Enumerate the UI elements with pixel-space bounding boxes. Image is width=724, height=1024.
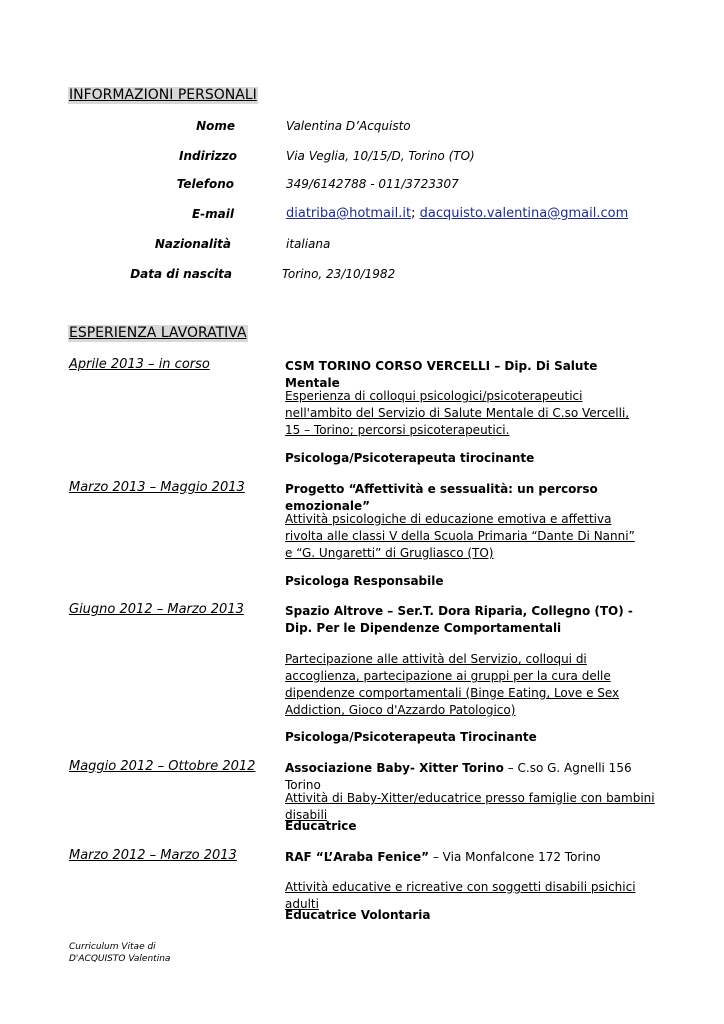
entry-role: Educatrice (285, 819, 357, 833)
entry-role: Psicologa/Psicoterapeuta tirocinante (285, 451, 535, 465)
entry-description: Attività psicologiche di educazione emotiva e affettiva rivolta alle classi V della Scuola Primaria “Dante Di Nanni” e “G. Ungaretti” di Grugliasco (TO) (285, 512, 635, 560)
field-label-birth: Data di nascita (130, 267, 232, 281)
field-label-nationality: Nazionalità (154, 237, 231, 251)
entry-org-name: Spazio Altrove – Ser.T. Dora Riparia, Collegno (TO) - Dip. Per le Dipendenze Comportamentali (285, 604, 633, 635)
entry-org (285, 760, 655, 794)
entry-date: Marzo 2013 – Maggio 2013 (69, 480, 245, 495)
entry-date: Marzo 2012 – Marzo 2013 (69, 848, 237, 863)
email-separator: ; (411, 206, 416, 221)
email-link-primary[interactable]: diatriba@hotmail.it (286, 206, 412, 221)
field-value-nationality: italiana (286, 237, 331, 251)
field-label-phone: Telefono (176, 177, 234, 191)
entry-org-name: Associazione Baby- Xitter Torino (285, 761, 504, 775)
personal-section-title: INFORMAZIONI PERSONALI (69, 87, 257, 103)
entry-role: Psicologa/Psicoterapeuta Tirocinante (285, 730, 537, 744)
entry-description: Partecipazione alle attività del Servizio, colloqui di accoglienza, partecipazione ai gruppi per la cura delle dipendenze comportamentali (Binge Eating, Love e Sex Addiction, Gioco d'Azzardo Patologico) (285, 652, 620, 717)
entry-date: Maggio 2012 – Ottobre 2012 (69, 759, 256, 774)
field-value-name: Valentina D’Acquisto (286, 119, 411, 133)
entry-description: Attività educative e ricreative con soggetti disabili psichici adulti (285, 880, 636, 911)
entry-date: Giugno 2012 – Marzo 2013 (69, 602, 244, 617)
email-link-secondary[interactable]: dacquisto.valentina@gmail.com (419, 206, 629, 221)
field-value-address: Via Veglia, 10/15/D, Torino (TO) (286, 149, 475, 163)
experience-section-title: ESPERIENZA LAVORATIVA (69, 325, 247, 341)
entry-org (285, 358, 655, 392)
entry-role: Psicologa Responsabile (285, 574, 444, 588)
entry-date: Aprile 2013 – in corso (69, 357, 210, 372)
entry-org (285, 481, 655, 515)
entry-org-name: Progetto “Affettività e sessualità: un percorso emozionale” (285, 482, 598, 513)
entry-org (285, 603, 655, 637)
field-value-phone: 349/6142788 - 011/3723307 (286, 177, 459, 191)
field-label-email: E-mail (191, 207, 234, 221)
entry-org-address: – C.so G. Agnelli 156 Torino (285, 761, 632, 792)
footer-line-1: Curriculum Vitae di (69, 942, 156, 952)
entry-description: Attività di Baby-Xitter/educatrice presso famiglie con bambini disabili (285, 791, 655, 822)
field-label-name: Nome (196, 119, 235, 133)
page-footer (69, 941, 269, 965)
field-label-address: Indirizzo (179, 149, 237, 163)
entry-description: Esperienza di colloqui psicologici/psicoterapeutici nell'ambito del Servizio di Salute Mentale di C.so Vercelli, 15 – Torino; percorsi psicoterapeutici. (285, 389, 630, 437)
entry-org-name: CSM TORINO CORSO VERCELLI – Dip. Di Salute Mentale (285, 359, 598, 390)
entry-org (285, 849, 655, 866)
footer-line-2: D'ACQUISTO Valentina (69, 954, 171, 964)
entry-role: Educatrice Volontaria (285, 908, 431, 922)
field-value-email (286, 206, 628, 221)
entry-org-address: – Via Monfalcone 172 Torino (429, 850, 601, 864)
field-value-birth: Torino, 23/10/1982 (282, 267, 396, 281)
entry-org-name: RAF “L’Araba Fenice” (285, 850, 430, 864)
